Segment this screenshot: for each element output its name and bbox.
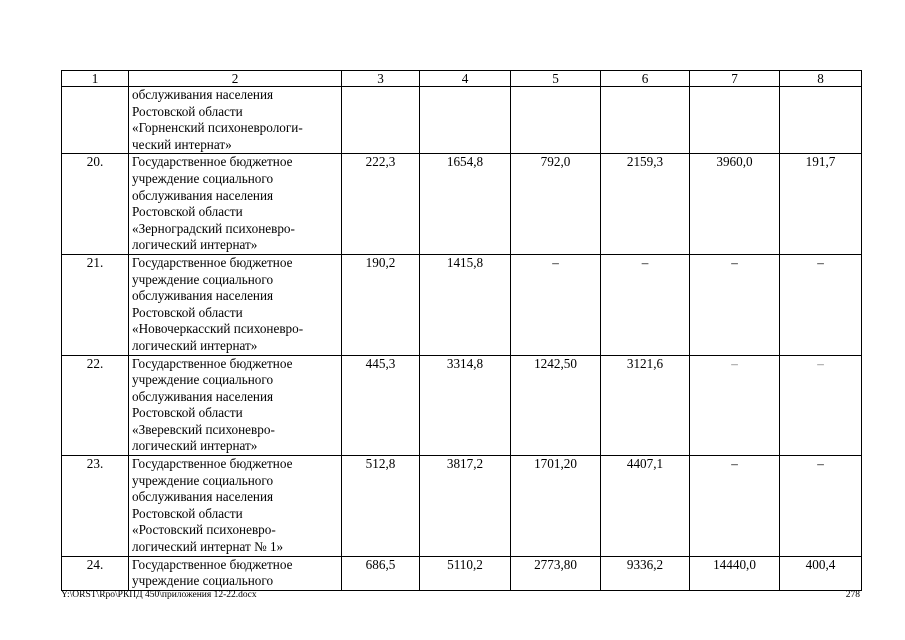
table-row	[62, 556, 862, 590]
column-header: 7	[690, 71, 780, 87]
value-cell: 445,3	[342, 355, 420, 456]
value-cell: 686,5	[342, 556, 420, 590]
value-cell	[690, 87, 780, 154]
institution-name-cell: Государственное бюджетное учреждение социального обслуживания населения Ростовской области «Ростовский психоневро- логический интернат № 1»	[129, 456, 342, 557]
value-cell: 5110,2	[420, 556, 511, 590]
column-header: 5	[511, 71, 601, 87]
value-cell: –	[780, 355, 862, 456]
column-header: 2	[129, 71, 342, 87]
value-cell: –	[690, 254, 780, 355]
institution-name-cell: Государственное бюджетное учреждение социального обслуживания населения Ростовской области «Зерноградский психоневро- логический интернат»	[129, 154, 342, 255]
column-header: 8	[780, 71, 862, 87]
value-cell: 400,4	[780, 556, 862, 590]
value-cell: –	[780, 456, 862, 557]
column-header: 3	[342, 71, 420, 87]
value-cell: 3314,8	[420, 355, 511, 456]
value-cell: 14440,0	[690, 556, 780, 590]
footer-file-path: Y:\ORST\Rpo\РКПД 450\приложения 12-22.docx	[61, 590, 257, 600]
institution-name-cell: Государственное бюджетное учреждение социального обслуживания населения Ростовской области «Зверевский психоневро- логический интернат»	[129, 355, 342, 456]
row-number-cell	[62, 87, 129, 154]
value-cell: 2159,3	[601, 154, 690, 255]
value-cell: –	[690, 355, 780, 456]
row-number-cell: 23.	[62, 456, 129, 557]
value-cell: 2773,80	[511, 556, 601, 590]
value-cell: 190,2	[342, 254, 420, 355]
header-row	[62, 71, 862, 87]
value-cell: 4407,1	[601, 456, 690, 557]
value-cell	[601, 87, 690, 154]
column-header: 6	[601, 71, 690, 87]
value-cell: –	[690, 456, 780, 557]
table-row	[62, 456, 862, 557]
value-cell	[420, 87, 511, 154]
value-cell: 3960,0	[690, 154, 780, 255]
data-table	[61, 70, 862, 591]
value-cell: –	[601, 254, 690, 355]
table-row	[62, 254, 862, 355]
value-cell: 3121,6	[601, 355, 690, 456]
value-cell: 1654,8	[420, 154, 511, 255]
institution-name-cell: Государственное бюджетное учреждение социального	[129, 556, 342, 590]
value-cell: 1701,20	[511, 456, 601, 557]
row-number-cell: 21.	[62, 254, 129, 355]
value-cell: 222,3	[342, 154, 420, 255]
column-header: 1	[62, 71, 129, 87]
page-number: 278	[845, 590, 860, 600]
institution-name-cell: Государственное бюджетное учреждение социального обслуживания населения Ростовской области «Новочеркасский психоневро- логический интернат»	[129, 254, 342, 355]
institution-name-cell: обслуживания населения Ростовской области «Горненский психоневрологи- ческий интернат»	[129, 87, 342, 154]
table-row-continuation	[62, 87, 862, 154]
value-cell: 792,0	[511, 154, 601, 255]
column-header: 4	[420, 71, 511, 87]
row-number-cell: 24.	[62, 556, 129, 590]
value-cell	[342, 87, 420, 154]
value-cell	[511, 87, 601, 154]
value-cell: –	[780, 254, 862, 355]
value-cell: 1415,8	[420, 254, 511, 355]
value-cell: 512,8	[342, 456, 420, 557]
value-cell	[780, 87, 862, 154]
value-cell: 3817,2	[420, 456, 511, 557]
table-row	[62, 355, 862, 456]
row-number-cell: 22.	[62, 355, 129, 456]
value-cell: –	[511, 254, 601, 355]
value-cell: 1242,50	[511, 355, 601, 456]
value-cell: 9336,2	[601, 556, 690, 590]
value-cell: 191,7	[780, 154, 862, 255]
table-row	[62, 154, 862, 255]
row-number-cell: 20.	[62, 154, 129, 255]
